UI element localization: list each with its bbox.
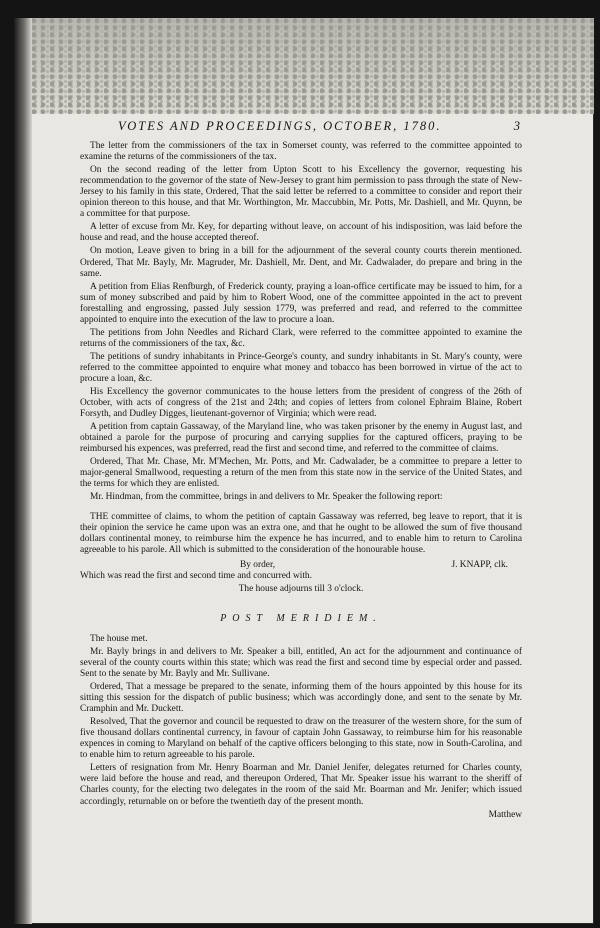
committee-report: THE committee of claims, to whom the petition of captain Gassaway was referred, beg leave to report, that it is their opinion the service he came upon was an extra one, and that he ought to be allowed the sum of five thousand dollars continental money, to reimburse him the expence he has incurred, and to enable him to return to Carolina agreeable to his parole. All which is submitted to the consideration of the honourable house. [80,511,522,555]
paragraph: His Excellency the governor communicates to the house letters from the president of congress of the 26th of October, with acts of congress of the 21st and 24th; and copies of letters from colonel Ephraim Blaine, Robert Forsyth, and Dudley Digges, lieutenant-governor of Virginia; which were read. [80,387,522,420]
paragraph: The petitions from John Needles and Richard Clark, were referred to the committee appointed to examine the returns of the commissioners of the tax, &c. [80,327,522,349]
paragraph: The letter from the commissioners of the tax in Somerset county, was referred to the committee appointed to examine the returns of the commissioners of the tax. [80,141,522,163]
page-number: 3 [513,119,522,133]
paragraph: Ordered, That Mr. Chase, Mr. M'Mechen, Mr. Potts, and Mr. Cadwalader, be a committee to prepare a letter to major-general Smallwood, requesting a return of the men from this state now in the service of the United States, and the terms for which they are enlisted. [80,457,522,490]
paragraph: Mr. Bayly brings in and delivers to Mr. Speaker a bill, entitled, An act for the adjournment and continuance of several of the county courts within this state; which was read the first and second time by especial order and passed. Sent to the senate by Mr. Bayly and Mr. Sullivane. [80,646,522,680]
concurred-line: Which was read the first and second time and concurred with. [80,570,312,581]
page-content [80,121,522,821]
paragraph: The petitions of sundry inhabitants in Prince-George's county, and sundry inhabitants in St. Mary's county, were referred to the committee appointed to enquire what money and tobacco has been borrowed in virtue of the act to procure a loan, &c. [80,351,522,384]
by-order: By order, [240,559,276,570]
paragraph: On the second reading of the letter from Upton Scott to his Excellency the governor, requesting his recommendation to the governor of the state of New-Jersey to grant him permission to pass through the state of New-Jersey to his family in this state, Ordered, That the said letter be referred to a committee to consider and report their opinion thereon to this house, and that Mr. Worthington, Mr. Maccubbin, Mr. Potts, Mr. Dashiell, and Mr. Quynn, be a committee for that purpose. [80,165,522,220]
document-page [14,18,594,924]
paragraph: The house met. [90,633,148,644]
catchword: Matthew [488,809,522,820]
binding-fold [14,18,32,924]
paragraph: Letters of resignation from Mr. Henry Boarman and Mr. Daniel Jenifer, delegates returned for Charles county, were laid before the house and read, and thereupon Ordered, That Mr. Speaker issue his warrant to the sheriff of Charles county, for the electing two delegates in the room of the said Mr. Boarman and Mr. Jenifer; which issued accordingly, returnable on or before the twentieth day of the present month. [80,763,522,807]
paragraph: A letter of excuse from Mr. Key, for departing without leave, on account of his indisposition, was laid before the house and read, and the house accepted thereof. [80,222,522,244]
signature-line [80,560,522,571]
paragraph: On motion, Leave given to bring in a bill for the adjournment of the several county courts therein mentioned. Ordered, That Mr. Bayly, Mr. Magruder, Mr. Dashiell, Mr. Dent, and Mr. Cadwalader, do prepare and bring in the same. [80,246,522,279]
running-head [80,121,522,132]
paragraph: A petition from Elias Renfburgh, of Frederick county, praying a loan-office certificate may be issued to him, for a sum of money subscribed and paid by him to Robert Wood, one of the committee appointed in the act to prevent forestalling and engrossing, passed July session 1779, was preferred and read, and referred to the committee appointed to enquire into the execution of the law to procure a loan. [80,281,522,325]
clerk-signature: J. KNAPP, clk. [451,559,508,570]
page-title: VOTES AND PROCEEDINGS, OCTOBER, 1780. [118,119,442,133]
paragraph: A petition from captain Gassaway, of the Maryland line, who was taken prisoner by the enemy in August last, and obtained a parole for the purpose of procuring and carrying supplies for the captured officers, praying to be reimbursed his expences, was preferred, read the first and second time, and referred to the committee of claims. [80,422,522,455]
paragraph: Resolved, That the governor and council be requested to draw on the treasurer of the western shore, for the sum of five thousand dollars continental currency, in favour of captain John Gassaway, to reimburse him for his reasonable expences in coming to Maryland on behalf of the captive officers belonging to this state, now in South-Carolina, and to enable him to return agreeable to his parole. [80,717,522,761]
damaged-header-area [32,18,594,114]
paragraph: Mr. Hindman, from the committee, brings in and delivers to Mr. Speaker the following report: [90,492,443,503]
paragraph: Ordered, That a message be prepared to the senate, informing them of the hours appointed by this house for its sitting this session for the dispatch of public business; which was accordingly done, and sent to the senate by Mr. Cramphin and Mr. Duckett. [80,682,522,715]
section-title: POST MERIDIEM. [220,612,382,624]
adjourn-line: The house adjourns till 3 o'clock. [238,583,364,594]
